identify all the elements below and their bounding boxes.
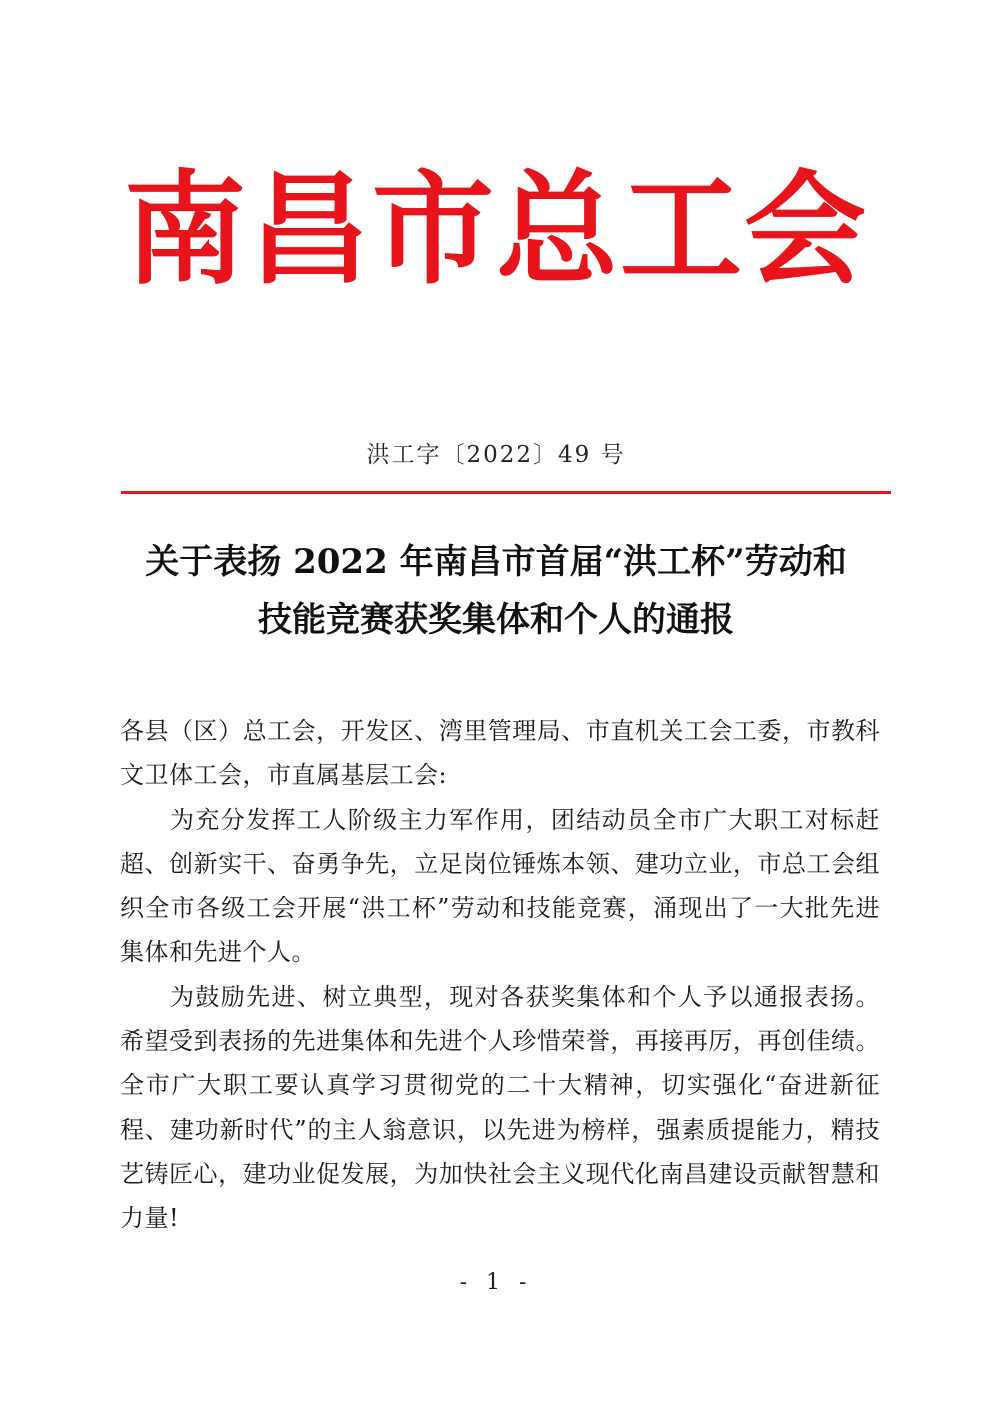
notice-title	[100, 533, 892, 649]
red-divider	[121, 491, 891, 494]
masthead-title: 南昌市总工会	[124, 159, 868, 301]
notice-title-line-1: 关于表扬 2022 年南昌市首届“洪工杯”劳动和	[145, 542, 847, 582]
salutation: 各县（区）总工会，开发区、湾里管理局、市直机关工会工委，市教科文卫体工会，市直属基层工会:	[120, 717, 880, 790]
body-paragraph-2: 为鼓励先进、树立典型，现对各获奖集体和个人予以通报表扬。希望受到表扬的先进集体和先进个人珍惜荣誉，再接再厉，再创佳绩。全市广大职工要认真学习贯彻党的二十大精神，切实强化“奋进新征程、建功新时代”的主人翁意识，以先进为榜样，强素质提能力，精技艺铸匠心，建功业促发展，为加快社会主义现代化南昌建设贡献智慧和力量!	[120, 982, 880, 1233]
document-number: 洪工字〔2022〕49 号	[366, 442, 626, 468]
body-paragraph-1: 为充分发挥工人阶级主力军作用，团结动员全市广大职工对标赶超、创新实干、奋勇争先，立足岗位锤炼本领、建功立业，市总工会组织全市各级工会开展“洪工杯”劳动和技能竞赛，涌现出了一大批先进集体和先进个人。	[120, 805, 880, 967]
notice-body	[120, 709, 880, 1241]
page-number: - 1 -	[459, 1270, 533, 1295]
notice-title-line-2: 技能竞赛获奖集体和个人的通报	[258, 600, 734, 640]
